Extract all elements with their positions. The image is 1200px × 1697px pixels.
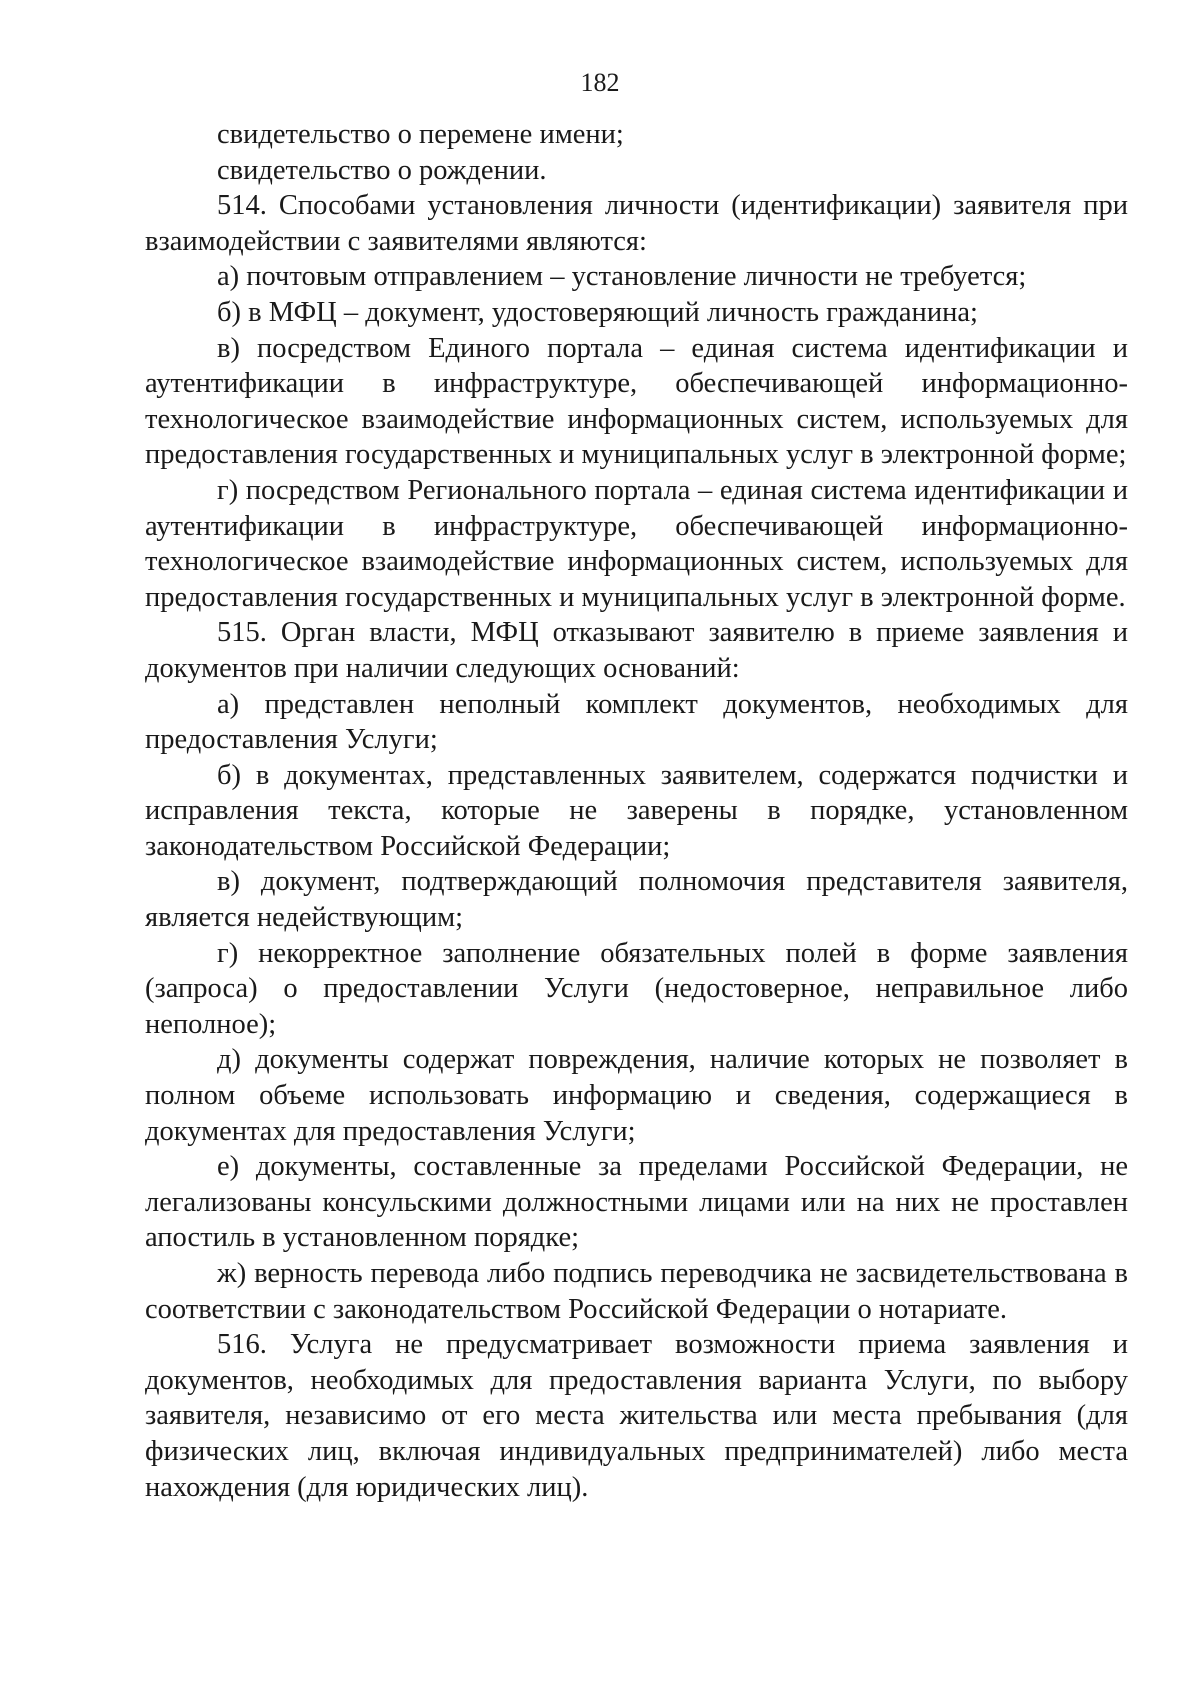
paragraph-515-a: а) представлен неполный комплект документов, необходимых для предоставления Услуги; [145,688,1128,756]
paragraph-515: 515. Орган власти, МФЦ отказывают заявителю в приеме заявления и документов при наличии следующих оснований: [145,617,1128,684]
paragraph-516: 516. Услуга не предусматривает возможности приема заявления и документов, необходимых для предоставления варианта Услуги, по выбору заявителя, независимо от его места жительства или места пребывания (для физических лиц, включая индивидуальных предпринимателей) либо места нахождения (для юридических лиц). [145,1329,1128,1503]
paragraph-name-change-certificate: свидетельство о перемене имени; [217,119,624,150]
paragraph-514-v: в) посредством Единого портала – единая система идентификации и аутентификации в инфраструктуре, обеспечивающей информационно-технологическое взаимодействие информационных систем, используемых для предоставления государственных и муниципальных услуг в электронной форме; [145,332,1128,471]
paragraph-514-b: б) в МФЦ – документ, удостоверяющий личность гражданина; [217,296,978,328]
paragraph-514-a: а) почтовым отправлением – установление личности не требуется; [217,261,1027,293]
paragraph-515-g: г) некорректное заполнение обязательных полей в форме заявления (запроса) о предоставлении Услуги (недостоверное, неправильное либо неполное); [145,937,1128,1040]
paragraph-515-d: д) документы содержат повреждения, наличие которых не позволяет в полном объеме использовать информацию и сведения, содержащиеся в документах для предоставления Услуги; [145,1044,1128,1147]
paragraph-515-v: в) документ, подтверждающий полномочия представителя заявителя, является недействующим; [145,866,1128,934]
paragraph-515-b: б) в документах, представленных заявителем, содержатся подчистки и исправления текста, которые не заверены в порядке, установленном законодательством Российской Федерации; [145,759,1128,862]
page-content [145,117,1128,1505]
paragraph-515-zh: ж) верность перевода либо подпись переводчика не засвидетельствована в соответствии с законодательством Российской Федерации о нотариате. [145,1258,1128,1325]
paragraph-515-e: е) документы, составленные за пределами Российской Федерации, не легализованы консульскими должностными лицами или на них не проставлен апостиль в установленном порядке; [145,1151,1128,1254]
page-number: 182 [580,68,620,97]
paragraph-514-g: г) посредством Регионального портала – единая система идентификации и аутентификации в инфраструктуре, обеспечивающей информационно-технологическое взаимодействие информационных систем, используемых для предоставления государственных и муниципальных услуг в электронной форме. [145,474,1128,613]
paragraph-birth-certificate: свидетельство о рождении. [217,154,547,186]
paragraph-514: 514. Способами установления личности (идентификации) заявителя при взаимодействии с заявителями являются: [145,190,1128,257]
